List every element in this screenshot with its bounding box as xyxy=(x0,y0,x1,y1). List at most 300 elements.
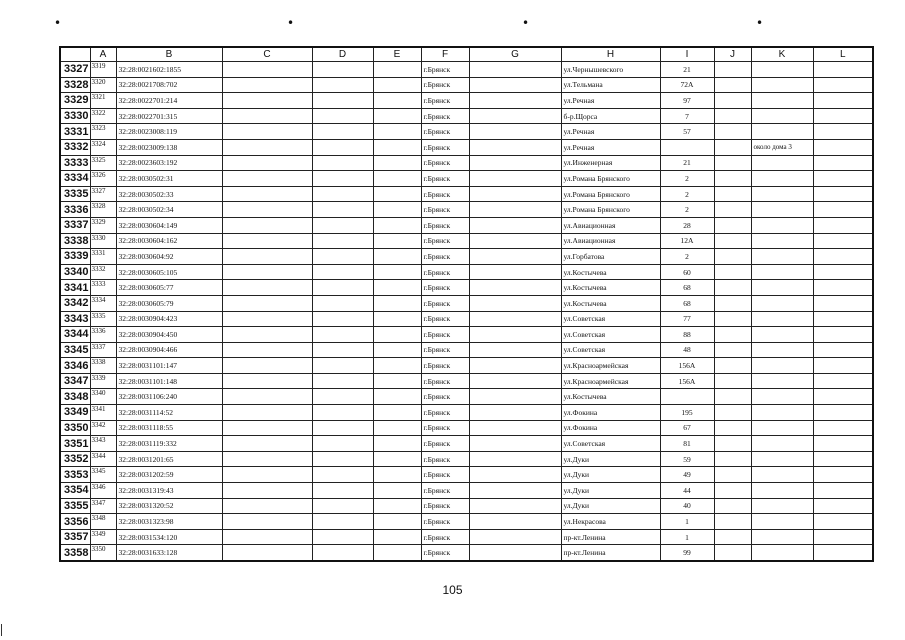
row-number[interactable]: 3358 xyxy=(60,545,90,561)
cell-h[interactable]: ул.Дуки xyxy=(561,451,660,467)
cell-e[interactable] xyxy=(373,155,421,171)
row-number[interactable]: 3344 xyxy=(60,327,90,343)
cell-b[interactable]: 32:28:0022701:214 xyxy=(116,93,222,109)
cell-d[interactable] xyxy=(312,93,373,109)
cell-a[interactable]: 3342 xyxy=(90,420,116,436)
cell-d[interactable] xyxy=(312,420,373,436)
cell-j[interactable] xyxy=(714,295,751,311)
cell-e[interactable] xyxy=(373,77,421,93)
cell-e[interactable] xyxy=(373,545,421,561)
cell-l[interactable] xyxy=(813,155,873,171)
cell-c[interactable] xyxy=(222,77,312,93)
cell-e[interactable] xyxy=(373,139,421,155)
cell-c[interactable] xyxy=(222,436,312,452)
cell-b[interactable]: 32:28:0030502:34 xyxy=(116,202,222,218)
cell-e[interactable] xyxy=(373,389,421,405)
cell-l[interactable] xyxy=(813,264,873,280)
cell-b[interactable]: 32:28:0031320:52 xyxy=(116,498,222,514)
cell-c[interactable] xyxy=(222,139,312,155)
cell-h[interactable]: ул.Горбатова xyxy=(561,249,660,265)
cell-j[interactable] xyxy=(714,62,751,78)
cell-l[interactable] xyxy=(813,77,873,93)
cell-c[interactable] xyxy=(222,217,312,233)
column-header-c[interactable]: C xyxy=(222,47,312,62)
cell-g[interactable] xyxy=(469,498,561,514)
cell-c[interactable] xyxy=(222,514,312,530)
cell-f[interactable]: г.Брянск xyxy=(421,483,469,499)
cell-h[interactable]: ул.Костычева xyxy=(561,389,660,405)
cell-h[interactable]: ул.Советская xyxy=(561,327,660,343)
cell-k[interactable] xyxy=(751,436,813,452)
cell-k[interactable] xyxy=(751,108,813,124)
cell-l[interactable] xyxy=(813,217,873,233)
cell-j[interactable] xyxy=(714,249,751,265)
cell-b[interactable]: 32:28:0030604:162 xyxy=(116,233,222,249)
cell-h[interactable]: ул.Авиационная xyxy=(561,233,660,249)
cell-f[interactable]: г.Брянск xyxy=(421,545,469,561)
cell-d[interactable] xyxy=(312,171,373,187)
cell-f[interactable]: г.Брянск xyxy=(421,217,469,233)
cell-i[interactable]: 2 xyxy=(660,202,714,218)
cell-j[interactable] xyxy=(714,171,751,187)
cell-b[interactable]: 32:28:0030502:31 xyxy=(116,171,222,187)
cell-c[interactable] xyxy=(222,405,312,421)
cell-f[interactable]: г.Брянск xyxy=(421,280,469,296)
column-header-d[interactable]: D xyxy=(312,47,373,62)
cell-f[interactable]: г.Брянск xyxy=(421,498,469,514)
cell-e[interactable] xyxy=(373,498,421,514)
cell-b[interactable]: 32:28:0030904:450 xyxy=(116,327,222,343)
cell-c[interactable] xyxy=(222,389,312,405)
cell-e[interactable] xyxy=(373,93,421,109)
cell-h[interactable]: ул.Красноармейская xyxy=(561,358,660,374)
cell-i[interactable]: 1 xyxy=(660,529,714,545)
cell-i[interactable]: 40 xyxy=(660,498,714,514)
cell-k[interactable] xyxy=(751,420,813,436)
cell-l[interactable] xyxy=(813,389,873,405)
cell-j[interactable] xyxy=(714,93,751,109)
cell-l[interactable] xyxy=(813,467,873,483)
cell-d[interactable] xyxy=(312,108,373,124)
cell-k[interactable] xyxy=(751,295,813,311)
row-number[interactable]: 3357 xyxy=(60,529,90,545)
cell-g[interactable] xyxy=(469,108,561,124)
column-header-g[interactable]: G xyxy=(469,47,561,62)
cell-b[interactable]: 32:28:0030904:423 xyxy=(116,311,222,327)
cell-l[interactable] xyxy=(813,358,873,374)
cell-j[interactable] xyxy=(714,311,751,327)
cell-l[interactable] xyxy=(813,202,873,218)
cell-f[interactable]: г.Брянск xyxy=(421,108,469,124)
cell-j[interactable] xyxy=(714,436,751,452)
cell-i[interactable]: 2 xyxy=(660,186,714,202)
cell-k[interactable] xyxy=(751,467,813,483)
cell-g[interactable] xyxy=(469,202,561,218)
cell-c[interactable] xyxy=(222,62,312,78)
cell-f[interactable]: г.Брянск xyxy=(421,420,469,436)
cell-c[interactable] xyxy=(222,264,312,280)
cell-g[interactable] xyxy=(469,249,561,265)
column-header-j[interactable]: J xyxy=(714,47,751,62)
cell-h[interactable]: ул.Советская xyxy=(561,342,660,358)
cell-c[interactable] xyxy=(222,373,312,389)
cell-l[interactable] xyxy=(813,124,873,140)
row-number[interactable]: 3356 xyxy=(60,514,90,530)
cell-a[interactable]: 3341 xyxy=(90,405,116,421)
cell-h[interactable]: пр-кт.Ленина xyxy=(561,545,660,561)
cell-f[interactable]: г.Брянск xyxy=(421,233,469,249)
cell-d[interactable] xyxy=(312,373,373,389)
cell-a[interactable]: 3321 xyxy=(90,93,116,109)
cell-c[interactable] xyxy=(222,295,312,311)
cell-c[interactable] xyxy=(222,93,312,109)
cell-j[interactable] xyxy=(714,155,751,171)
cell-k[interactable] xyxy=(751,217,813,233)
cell-f[interactable]: г.Брянск xyxy=(421,327,469,343)
cell-j[interactable] xyxy=(714,342,751,358)
cell-h[interactable]: ул.Фокина xyxy=(561,420,660,436)
cell-d[interactable] xyxy=(312,342,373,358)
cell-h[interactable]: ул.Романа Брянского xyxy=(561,186,660,202)
cell-a[interactable]: 3338 xyxy=(90,358,116,374)
cell-c[interactable] xyxy=(222,311,312,327)
cell-e[interactable] xyxy=(373,529,421,545)
cell-e[interactable] xyxy=(373,295,421,311)
row-number[interactable]: 3337 xyxy=(60,217,90,233)
cell-b[interactable]: 32:28:0031319:43 xyxy=(116,483,222,499)
row-number[interactable]: 3354 xyxy=(60,483,90,499)
cell-d[interactable] xyxy=(312,498,373,514)
cell-j[interactable] xyxy=(714,420,751,436)
cell-g[interactable] xyxy=(469,217,561,233)
cell-a[interactable]: 3326 xyxy=(90,171,116,187)
cell-a[interactable]: 3340 xyxy=(90,389,116,405)
cell-l[interactable] xyxy=(813,139,873,155)
cell-g[interactable] xyxy=(469,139,561,155)
cell-a[interactable]: 3344 xyxy=(90,451,116,467)
cell-h[interactable]: ул.Речная xyxy=(561,139,660,155)
cell-j[interactable] xyxy=(714,483,751,499)
cell-a[interactable]: 3332 xyxy=(90,264,116,280)
row-number[interactable]: 3336 xyxy=(60,202,90,218)
cell-h[interactable]: ул.Дуки xyxy=(561,467,660,483)
cell-g[interactable] xyxy=(469,295,561,311)
cell-g[interactable] xyxy=(469,124,561,140)
cell-e[interactable] xyxy=(373,451,421,467)
cell-a[interactable]: 3327 xyxy=(90,186,116,202)
cell-e[interactable] xyxy=(373,483,421,499)
row-number[interactable]: 3328 xyxy=(60,77,90,93)
row-number[interactable]: 3352 xyxy=(60,451,90,467)
cell-b[interactable]: 32:28:0023603:192 xyxy=(116,155,222,171)
cell-l[interactable] xyxy=(813,311,873,327)
cell-i[interactable]: 77 xyxy=(660,311,714,327)
cell-h[interactable]: ул.Тельмана xyxy=(561,77,660,93)
cell-k[interactable] xyxy=(751,389,813,405)
cell-e[interactable] xyxy=(373,436,421,452)
cell-f[interactable]: г.Брянск xyxy=(421,358,469,374)
cell-a[interactable]: 3330 xyxy=(90,233,116,249)
row-number[interactable]: 3338 xyxy=(60,233,90,249)
cell-l[interactable] xyxy=(813,327,873,343)
cell-g[interactable] xyxy=(469,342,561,358)
cell-g[interactable] xyxy=(469,93,561,109)
cell-k[interactable] xyxy=(751,202,813,218)
cell-j[interactable] xyxy=(714,233,751,249)
cell-h[interactable]: ул.Советская xyxy=(561,311,660,327)
cell-a[interactable]: 3324 xyxy=(90,139,116,155)
cell-d[interactable] xyxy=(312,514,373,530)
cell-d[interactable] xyxy=(312,155,373,171)
cell-f[interactable]: г.Брянск xyxy=(421,77,469,93)
cell-e[interactable] xyxy=(373,264,421,280)
cell-g[interactable] xyxy=(469,420,561,436)
cell-h[interactable]: ул.Речная xyxy=(561,124,660,140)
cell-h[interactable]: ул.Красноармейская xyxy=(561,373,660,389)
cell-g[interactable] xyxy=(469,389,561,405)
cell-l[interactable] xyxy=(813,373,873,389)
cell-k[interactable] xyxy=(751,342,813,358)
cell-g[interactable] xyxy=(469,483,561,499)
cell-h[interactable]: ул.Романа Брянского xyxy=(561,202,660,218)
cell-b[interactable]: 32:28:0031106:240 xyxy=(116,389,222,405)
cell-i[interactable]: 97 xyxy=(660,93,714,109)
cell-b[interactable]: 32:28:0023008:119 xyxy=(116,124,222,140)
row-number[interactable]: 3343 xyxy=(60,311,90,327)
cell-e[interactable] xyxy=(373,280,421,296)
cell-b[interactable]: 32:28:0031118:55 xyxy=(116,420,222,436)
cell-l[interactable] xyxy=(813,498,873,514)
column-header-k[interactable]: K xyxy=(751,47,813,62)
cell-j[interactable] xyxy=(714,389,751,405)
cell-h[interactable]: ул.Авиационная xyxy=(561,217,660,233)
row-number[interactable]: 3340 xyxy=(60,264,90,280)
cell-k[interactable] xyxy=(751,280,813,296)
cell-k[interactable] xyxy=(751,77,813,93)
cell-h[interactable]: ул.Дуки xyxy=(561,498,660,514)
cell-a[interactable]: 3348 xyxy=(90,514,116,530)
cell-l[interactable] xyxy=(813,436,873,452)
cell-d[interactable] xyxy=(312,217,373,233)
cell-g[interactable] xyxy=(469,280,561,296)
column-header-b[interactable]: B xyxy=(116,47,222,62)
row-number[interactable]: 3346 xyxy=(60,358,90,374)
cell-b[interactable]: 32:28:0031119:332 xyxy=(116,436,222,452)
cell-c[interactable] xyxy=(222,420,312,436)
cell-l[interactable] xyxy=(813,529,873,545)
cell-f[interactable]: г.Брянск xyxy=(421,529,469,545)
cell-g[interactable] xyxy=(469,545,561,561)
cell-j[interactable] xyxy=(714,451,751,467)
cell-f[interactable]: г.Брянск xyxy=(421,124,469,140)
row-number[interactable]: 3351 xyxy=(60,436,90,452)
cell-f[interactable]: г.Брянск xyxy=(421,171,469,187)
cell-b[interactable]: 32:28:0031201:65 xyxy=(116,451,222,467)
cell-i[interactable]: 21 xyxy=(660,155,714,171)
cell-a[interactable]: 3325 xyxy=(90,155,116,171)
corner-header[interactable] xyxy=(60,47,90,62)
cell-d[interactable] xyxy=(312,405,373,421)
cell-f[interactable]: г.Брянск xyxy=(421,186,469,202)
cell-b[interactable]: 32:28:0022701:315 xyxy=(116,108,222,124)
cell-e[interactable] xyxy=(373,108,421,124)
cell-a[interactable]: 3336 xyxy=(90,327,116,343)
cell-b[interactable]: 32:28:0030605:77 xyxy=(116,280,222,296)
cell-b[interactable]: 32:28:0031101:148 xyxy=(116,373,222,389)
cell-k[interactable] xyxy=(751,529,813,545)
cell-j[interactable] xyxy=(714,514,751,530)
cell-b[interactable]: 32:28:0021708:702 xyxy=(116,77,222,93)
cell-c[interactable] xyxy=(222,108,312,124)
cell-j[interactable] xyxy=(714,467,751,483)
cell-k[interactable] xyxy=(751,264,813,280)
cell-e[interactable] xyxy=(373,62,421,78)
row-number[interactable]: 3355 xyxy=(60,498,90,514)
cell-i[interactable]: 2 xyxy=(660,249,714,265)
cell-i[interactable]: 59 xyxy=(660,451,714,467)
cell-b[interactable]: 32:28:0030604:92 xyxy=(116,249,222,265)
row-number[interactable]: 3347 xyxy=(60,373,90,389)
cell-h[interactable]: ул.Дуки xyxy=(561,483,660,499)
cell-d[interactable] xyxy=(312,389,373,405)
cell-d[interactable] xyxy=(312,280,373,296)
cell-k[interactable] xyxy=(751,171,813,187)
cell-c[interactable] xyxy=(222,186,312,202)
cell-d[interactable] xyxy=(312,483,373,499)
row-number[interactable]: 3333 xyxy=(60,155,90,171)
cell-k[interactable] xyxy=(751,186,813,202)
cell-j[interactable] xyxy=(714,124,751,140)
row-number[interactable]: 3335 xyxy=(60,186,90,202)
cell-d[interactable] xyxy=(312,264,373,280)
cell-g[interactable] xyxy=(469,62,561,78)
cell-d[interactable] xyxy=(312,358,373,374)
cell-f[interactable]: г.Брянск xyxy=(421,264,469,280)
cell-g[interactable] xyxy=(469,358,561,374)
cell-h[interactable]: б-р.Щорса xyxy=(561,108,660,124)
cell-d[interactable] xyxy=(312,529,373,545)
cell-g[interactable] xyxy=(469,186,561,202)
cell-g[interactable] xyxy=(469,529,561,545)
cell-i[interactable]: 49 xyxy=(660,467,714,483)
cell-i[interactable]: 81 xyxy=(660,436,714,452)
cell-c[interactable] xyxy=(222,451,312,467)
cell-k[interactable] xyxy=(751,373,813,389)
cell-d[interactable] xyxy=(312,451,373,467)
cell-j[interactable] xyxy=(714,545,751,561)
cell-e[interactable] xyxy=(373,311,421,327)
row-number[interactable]: 3329 xyxy=(60,93,90,109)
cell-j[interactable] xyxy=(714,358,751,374)
cell-b[interactable]: 32:28:0031101:147 xyxy=(116,358,222,374)
cell-a[interactable]: 3339 xyxy=(90,373,116,389)
cell-e[interactable] xyxy=(373,327,421,343)
cell-g[interactable] xyxy=(469,451,561,467)
cell-l[interactable] xyxy=(813,62,873,78)
cell-d[interactable] xyxy=(312,186,373,202)
cell-e[interactable] xyxy=(373,171,421,187)
cell-i[interactable]: 48 xyxy=(660,342,714,358)
cell-d[interactable] xyxy=(312,124,373,140)
cell-e[interactable] xyxy=(373,217,421,233)
cell-a[interactable]: 3346 xyxy=(90,483,116,499)
cell-k[interactable] xyxy=(751,249,813,265)
cell-h[interactable]: ул.Костычева xyxy=(561,295,660,311)
cell-g[interactable] xyxy=(469,171,561,187)
cell-i[interactable]: 44 xyxy=(660,483,714,499)
cell-f[interactable]: г.Брянск xyxy=(421,295,469,311)
cell-f[interactable]: г.Брянск xyxy=(421,155,469,171)
cell-b[interactable]: 32:28:0030502:33 xyxy=(116,186,222,202)
cell-f[interactable]: г.Брянск xyxy=(421,311,469,327)
cell-l[interactable] xyxy=(813,405,873,421)
cell-c[interactable] xyxy=(222,202,312,218)
cell-l[interactable] xyxy=(813,420,873,436)
cell-i[interactable]: 156А xyxy=(660,358,714,374)
cell-k[interactable] xyxy=(751,483,813,499)
cell-f[interactable]: г.Брянск xyxy=(421,202,469,218)
cell-h[interactable]: ул.Некрасова xyxy=(561,514,660,530)
cell-j[interactable] xyxy=(714,264,751,280)
cell-d[interactable] xyxy=(312,249,373,265)
cell-c[interactable] xyxy=(222,233,312,249)
cell-k[interactable] xyxy=(751,62,813,78)
cell-c[interactable] xyxy=(222,467,312,483)
cell-a[interactable]: 3350 xyxy=(90,545,116,561)
cell-k[interactable] xyxy=(751,327,813,343)
cell-j[interactable] xyxy=(714,498,751,514)
cell-a[interactable]: 3320 xyxy=(90,77,116,93)
row-number[interactable]: 3334 xyxy=(60,171,90,187)
cell-e[interactable] xyxy=(373,202,421,218)
cell-f[interactable]: г.Брянск xyxy=(421,373,469,389)
cell-e[interactable] xyxy=(373,233,421,249)
cell-e[interactable] xyxy=(373,342,421,358)
cell-g[interactable] xyxy=(469,233,561,249)
cell-l[interactable] xyxy=(813,233,873,249)
cell-i[interactable]: 68 xyxy=(660,295,714,311)
cell-k[interactable] xyxy=(751,514,813,530)
cell-f[interactable]: г.Брянск xyxy=(421,389,469,405)
row-number[interactable]: 3342 xyxy=(60,295,90,311)
cell-g[interactable] xyxy=(469,514,561,530)
cell-e[interactable] xyxy=(373,373,421,389)
cell-i[interactable]: 12А xyxy=(660,233,714,249)
cell-a[interactable]: 3322 xyxy=(90,108,116,124)
cell-k[interactable] xyxy=(751,93,813,109)
cell-l[interactable] xyxy=(813,483,873,499)
cell-i[interactable]: 7 xyxy=(660,108,714,124)
cell-i[interactable]: 28 xyxy=(660,217,714,233)
cell-e[interactable] xyxy=(373,467,421,483)
cell-i[interactable]: 1 xyxy=(660,514,714,530)
row-number[interactable]: 3350 xyxy=(60,420,90,436)
cell-k[interactable] xyxy=(751,124,813,140)
cell-h[interactable]: ул.Инженерная xyxy=(561,155,660,171)
row-number[interactable]: 3331 xyxy=(60,124,90,140)
cell-l[interactable] xyxy=(813,249,873,265)
cell-f[interactable]: г.Брянск xyxy=(421,342,469,358)
cell-d[interactable] xyxy=(312,311,373,327)
cell-f[interactable]: г.Брянск xyxy=(421,451,469,467)
cell-j[interactable] xyxy=(714,217,751,233)
cell-h[interactable]: ул.Чернышевского xyxy=(561,62,660,78)
column-header-a[interactable]: A xyxy=(90,47,116,62)
cell-j[interactable] xyxy=(714,202,751,218)
cell-j[interactable] xyxy=(714,405,751,421)
cell-j[interactable] xyxy=(714,77,751,93)
cell-c[interactable] xyxy=(222,171,312,187)
